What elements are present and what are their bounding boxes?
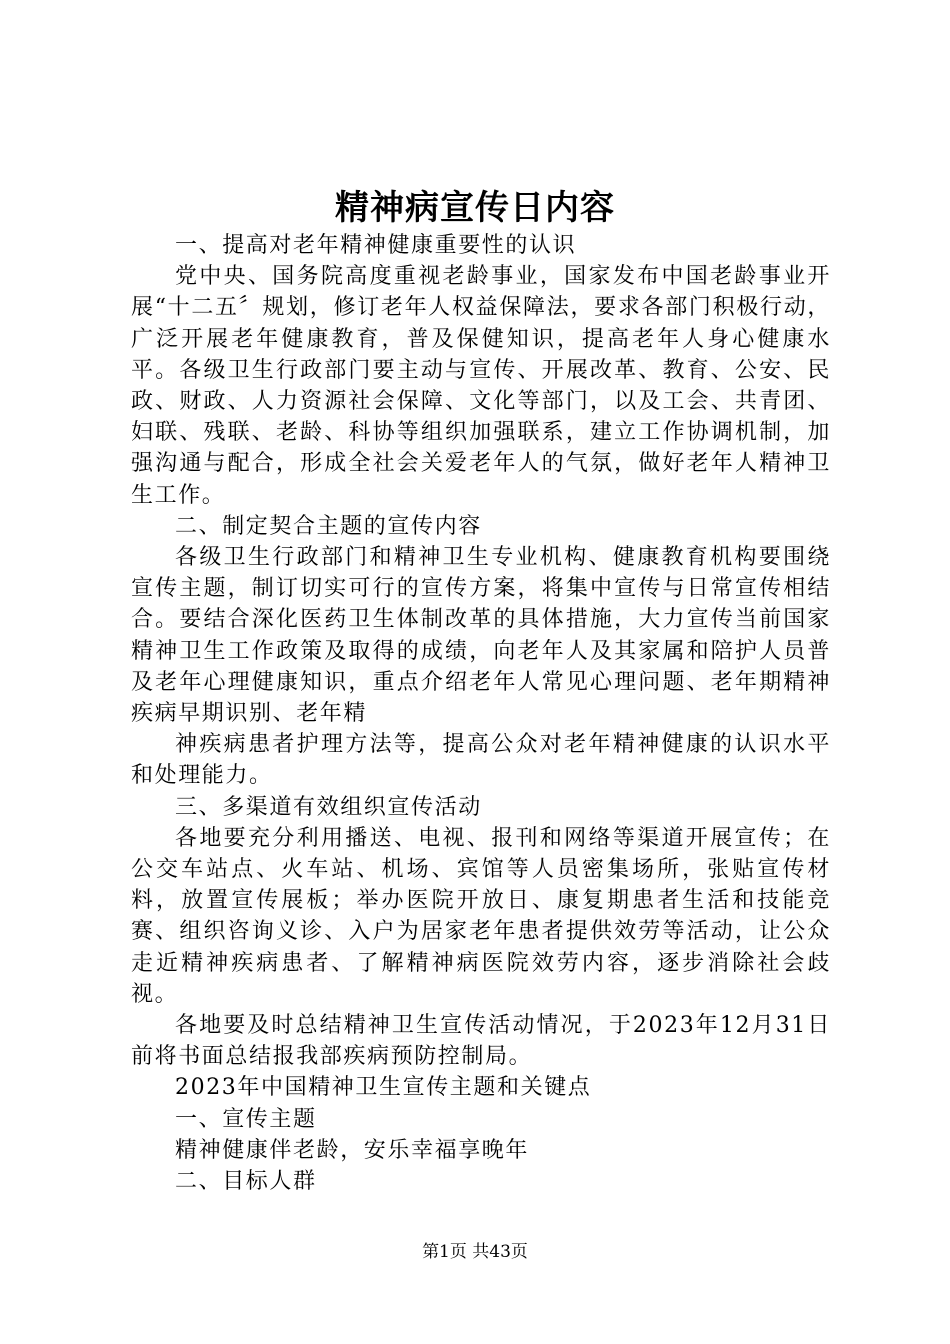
paragraph: 党中央、国务院高度重视老龄事业，国家发布中国老龄事业开展“十二五〞规划，修订老年人权益保障法，要求各部门积极行动，广泛开展老年健康教育，普及保健知识，提高老年人身心健康水平。各级卫生行政部门要主动与宣传、开展改革、教育、公安、民政、财政、人力资源社会保障、文化等部门，以及工会、共青团、妇联、残联、老龄、科协等组织加强联系，建立工作协调机制，加强沟通与配合，形成全社会关爱老年人的气氛，做好老年人精神卫生工作。	[131, 264, 831, 508]
paragraph-heading-2: 二、制定契合主题的宣传内容	[175, 513, 482, 539]
document-title: 精神病宣传日内容	[335, 188, 615, 228]
page-number-footer: 第1页 共43页	[422, 1242, 528, 1262]
paragraph: 神疾病患者护理方法等，提高公众对老年精神健康的认识水平和处理能力。	[131, 732, 831, 789]
paragraph-heading-target: 二、目标人群	[175, 1169, 317, 1195]
paragraph: 各地要及时总结精神卫生宣传活动情况，于2023年12月31日前将书面总结报我部疾病预防控制局。	[131, 1013, 831, 1070]
paragraph-heading-1: 一、提高对老年精神健康重要性的认识	[175, 233, 577, 258]
paragraph: 各地要充分利用播送、电视、报刊和网络等渠道开展宣传；在公交车站点、火车站、机场、宾馆等人员密集场所，张贴宣传材料，放置宣传展板；举办医院开放日、康复期患者生活和技能竞赛、组织咨询义诊、入户为居家老年患者提供效劳等活动，让公众走近精神疾病患者、了解精神病医院效劳内容，逐步消除社会歧视。	[131, 825, 831, 1007]
paragraph-subtitle: 2023年中国精神卫生宣传主题和关键点	[175, 1075, 592, 1101]
paragraph-theme: 精神健康伴老龄，安乐幸福享晚年	[175, 1137, 530, 1163]
document-body	[131, 230, 831, 1197]
paragraph-heading-3: 三、多渠道有效组织宣传活动	[175, 794, 482, 820]
paragraph-heading-theme: 一、宣传主题	[175, 1106, 317, 1132]
paragraph: 各级卫生行政部门和精神卫生专业机构、健康教育机构要围绕宣传主题，制订切实可行的宣传方案，将集中宣传与日常宣传相结合。要结合深化医药卫生体制改革的具体措施，大力宣传当前国家精神卫生工作政策及取得的成绩，向老年人及其家属和陪护人员普及老年心理健康知识，重点介绍老年人常见心理问题、老年期精神疾病早期识别、老年精	[131, 545, 831, 727]
